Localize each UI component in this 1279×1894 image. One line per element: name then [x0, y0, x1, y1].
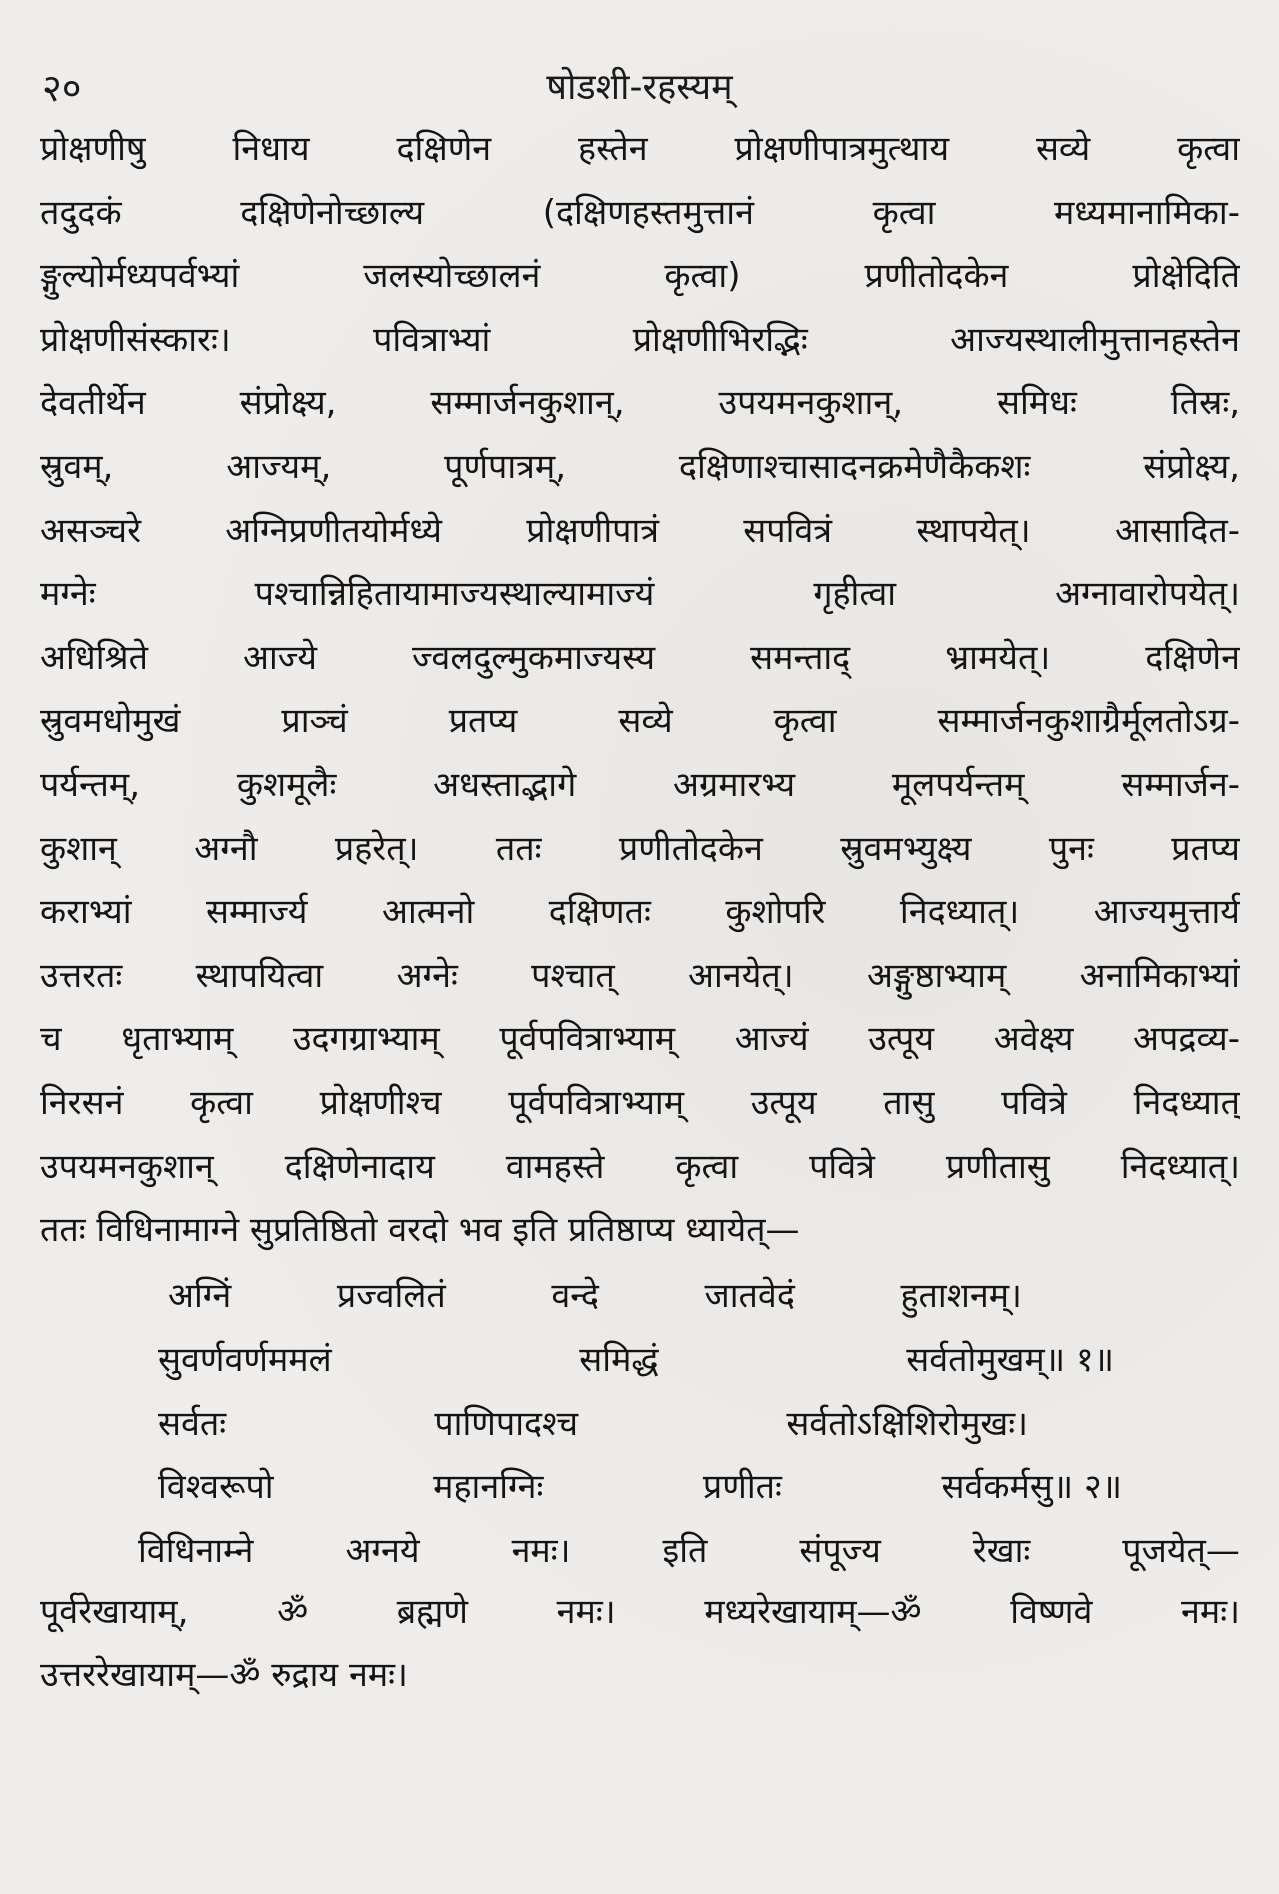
prose-line: तदुदकं दक्षिणेनोच्छाल्य (दक्षिणहस्तमुत्तानं कृत्वा मध्यमानामिका-	[40, 192, 1240, 233]
verse-line	[40, 1263, 1240, 1327]
running-title: षोडशी-रहस्यम्	[546, 67, 733, 108]
verse-word: सर्वतोऽक्षिशिरोमुखः।	[786, 1403, 1028, 1444]
body-text	[40, 118, 1240, 1708]
page-number: २०	[42, 66, 82, 110]
verse-word: अग्नये	[345, 1530, 420, 1571]
prose-line: उपयमनकुशान् दक्षिणेनादाय वामहस्ते कृत्वा पवित्रे प्रणीतासु निदध्यात्।	[40, 1146, 1240, 1187]
closing-line: उत्तररेखायाम्—ॐ रुद्राय नमः।	[40, 1655, 408, 1696]
prose-line: प्रोक्षणीषु निधाय दक्षिणेन हस्तेन प्रोक्षणीपात्रमुत्थाय सव्ये कृत्वा	[40, 129, 1240, 169]
prose-line: च धृताभ्याम् उदगग्राभ्याम् पूर्वपवित्राभ्याम् आज्यं उत्पूय अवेक्ष्य अपद्रव्य-	[40, 1019, 1240, 1060]
verse-word: वन्दे	[551, 1276, 599, 1317]
verse-line	[40, 1453, 1240, 1517]
verse-word: अग्निं	[168, 1276, 232, 1317]
prose-line: निरसनं कृत्वा प्रोक्षणीश्च पूर्वपवित्राभ्याम् उत्पूय तासु पवित्रे निदध्यात्	[40, 1082, 1240, 1123]
prose-line: कराभ्यां सम्मार्ज्य आत्मनो दक्षिणतः कुशोपरि निदध्यात्। आज्यमुत्तार्य	[40, 892, 1240, 933]
verse-word: जातवेदं	[704, 1276, 795, 1317]
prose-line: देवतीर्थेन संप्रोक्ष्य, सम्मार्जनकुशान्, उपयमनकुशान्, समिधः तिस्रः,	[40, 383, 1240, 424]
verse-word: प्रज्वलितं	[336, 1276, 446, 1317]
closing-line: पूर्वरेखायाम्, ॐ ब्रह्मणे नमः। मध्यरेखायाम्—ॐ विष्णवे नमः।	[40, 1591, 1240, 1632]
prose-line: पर्यन्तम्, कुशमूलैः अधस्ताद्भागे अग्रमारभ्य मूलपर्यन्तम् सम्मार्जन-	[40, 764, 1240, 805]
verse-word: रेखाः	[972, 1530, 1031, 1571]
prose-line: मग्नेः पश्चान्निहितायामाज्यस्थाल्यामाज्यं गृहीत्वा अग्नावारोपयेत्।	[40, 574, 1240, 615]
verse-line	[40, 1390, 1240, 1454]
prose-line: ततः विधिनामाग्ने सुप्रतिष्ठितो वरदो भव इति प्रतिष्ठाप्य ध्यायेत्—	[40, 1210, 800, 1251]
verse-word: नमः।	[511, 1530, 571, 1571]
verse-line	[40, 1326, 1240, 1390]
prose-line: असञ्चरे अग्निप्रणीतयोर्मध्ये प्रोक्षणीपात्रं सपवित्रं स्थापयेत्। आसादित-	[40, 510, 1240, 551]
verse-word: महानग्निः	[433, 1467, 544, 1508]
verse-word: सुवर्णवर्णममलं	[158, 1340, 332, 1381]
prose-line: ङ्गुल्योर्मध्यपर्वभ्यां जलस्योच्छालनं कृत्वा) प्रणीतोदकेन प्रोक्षेदिति	[40, 256, 1240, 297]
verse-word: हुताशनम्।	[900, 1276, 1022, 1317]
verse-word: पाणिपादश्च	[434, 1403, 579, 1444]
verse-word: इति	[662, 1530, 708, 1571]
verse-word: पूजयेत्—	[1122, 1530, 1240, 1571]
page-header	[0, 58, 1279, 118]
verse-word: सर्वतः	[158, 1403, 227, 1444]
prose-line: उत्तरतः स्थापयित्वा अग्नेः पश्चात् आनयेत्। अङ्गुष्ठाभ्याम् अनामिकाभ्यां	[40, 955, 1240, 996]
prose-line: स्रुवमधोमुखं प्राञ्चं प्रतप्य सव्ये कृत्वा सम्मार्जनकुशाग्रैर्मूलतोऽग्र-	[40, 701, 1240, 742]
prose-line: कुशान् अग्नौ प्रहरेत्। ततः प्रणीतोदकेन स्रुवमभ्युक्ष्य पुनः प्रतप्य	[40, 828, 1240, 869]
verse-line	[40, 1517, 1240, 1581]
verse-word: समिद्धं	[579, 1340, 659, 1381]
verse-word: सर्वकर्मसु॥ २॥	[941, 1467, 1122, 1508]
verse-word: सर्वतोमुखम्॥ १॥	[906, 1340, 1114, 1381]
verse-word: विधिनाम्ने	[138, 1530, 254, 1571]
prose-line: अधिश्रिते आज्ये ज्वलदुल्मुकमाज्यस्य समन्ताद् भ्रामयेत्। दक्षिणेन	[40, 637, 1240, 678]
verse-word: प्रणीतः	[702, 1467, 782, 1508]
verse-word: संपूज्य	[799, 1530, 881, 1571]
prose-line: स्रुवम्, आज्यम्, पूर्णपात्रम्, दक्षिणाश्चासादनक्रमेणैकैकशः संप्रोक्ष्य,	[40, 446, 1240, 487]
verse-word: विश्वरूपो	[158, 1467, 274, 1508]
prose-line: प्रोक्षणीसंस्कारः। पवित्राभ्यां प्रोक्षणीभिरद्भिः आज्यस्थालीमुत्तानहस्तेन	[40, 319, 1240, 360]
